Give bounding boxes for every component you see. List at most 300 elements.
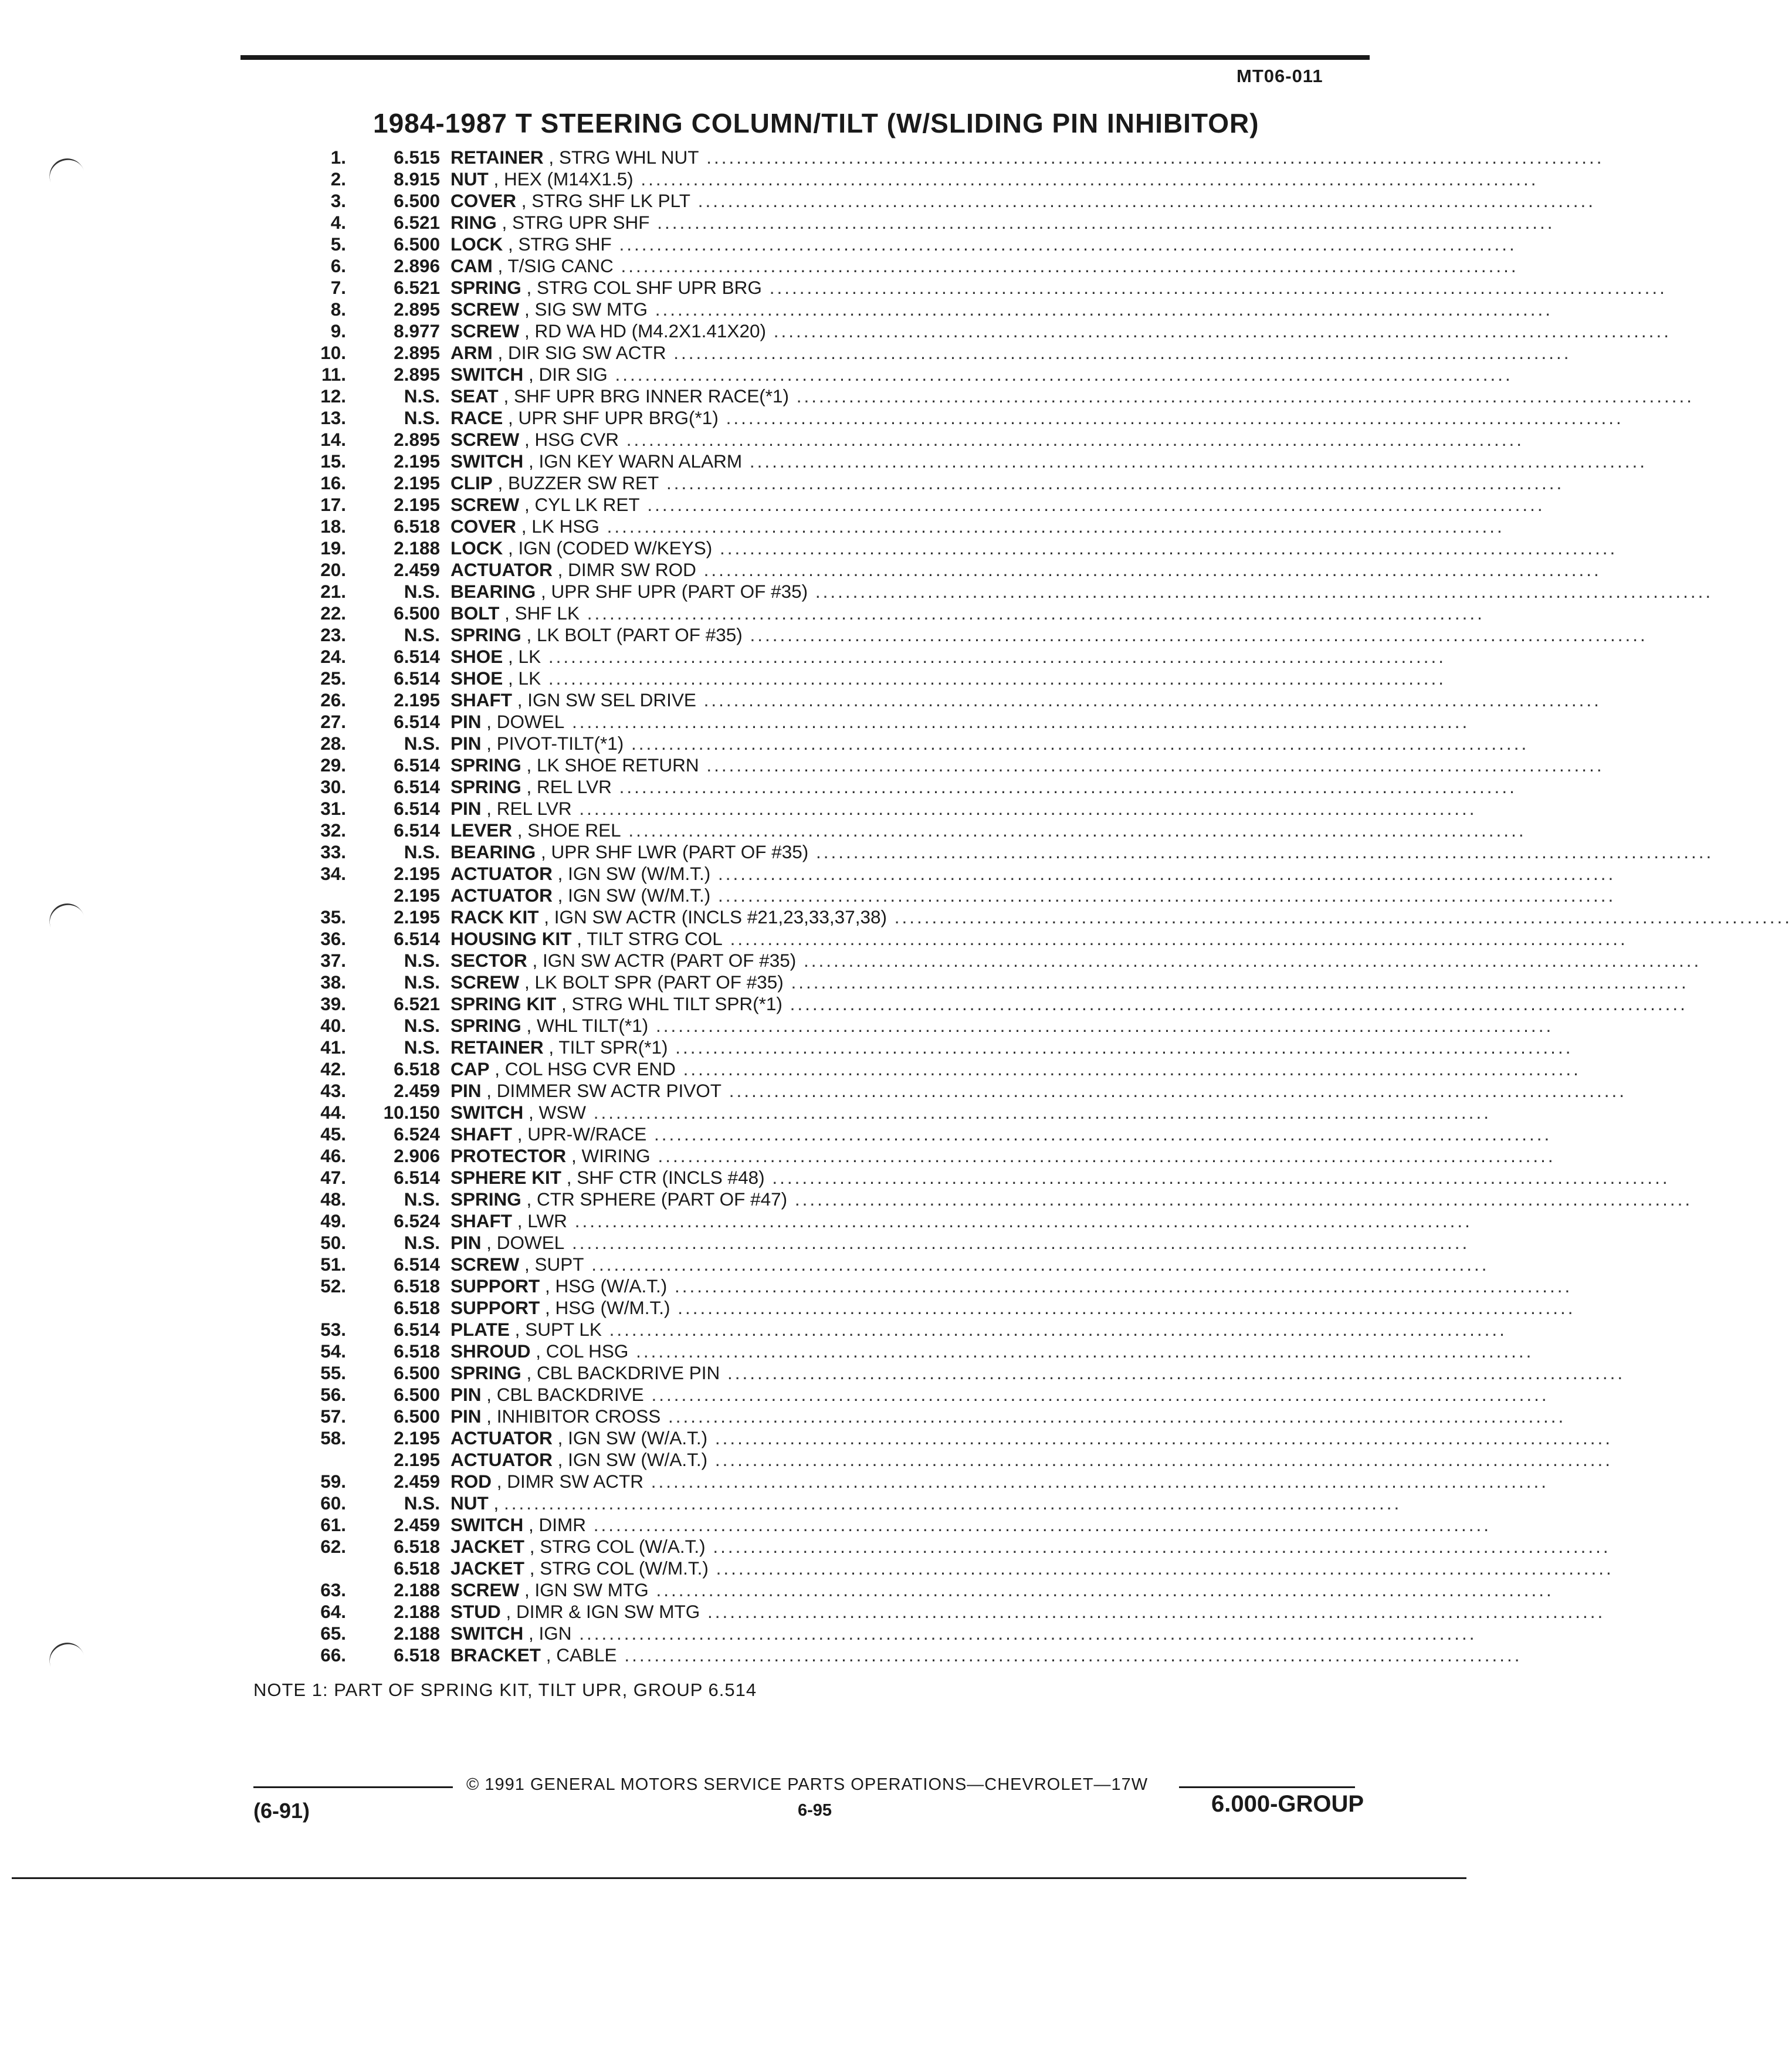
part-description bbox=[440, 733, 1529, 754]
dot-leader: ........................................................................................................................ bbox=[628, 1340, 1534, 1362]
part-number: 7. bbox=[330, 277, 346, 298]
dot-leader: ........................................................................................................................ bbox=[607, 364, 1513, 385]
part-number: 14. bbox=[320, 429, 346, 450]
part-row bbox=[287, 1471, 1549, 1492]
part-name: SHAFT bbox=[450, 689, 512, 710]
part-name: STUD bbox=[450, 1601, 501, 1622]
dot-leader: ........................................................................................................................ bbox=[646, 1123, 1552, 1145]
part-name: PLATE bbox=[450, 1319, 510, 1340]
part-number: 42. bbox=[320, 1058, 346, 1079]
part-description bbox=[440, 841, 1714, 863]
part-group-code: 6.500 bbox=[394, 1406, 440, 1427]
part-group-code: 6.521 bbox=[394, 277, 440, 298]
part-detail: DOWEL bbox=[496, 1232, 565, 1253]
part-group-code: 2.195 bbox=[394, 863, 440, 884]
part-number: 1. bbox=[330, 147, 346, 168]
part-row bbox=[287, 559, 1601, 581]
dot-leader: ........................................................................................................................ bbox=[659, 472, 1564, 493]
part-name: SPHERE KIT bbox=[450, 1167, 562, 1188]
part-detail: COL HSG bbox=[546, 1340, 629, 1362]
separator: , bbox=[481, 1384, 497, 1405]
separator: , bbox=[543, 1037, 559, 1058]
part-description bbox=[440, 364, 1513, 385]
dot-leader: ........................................................................................................................ bbox=[586, 1514, 1491, 1535]
part-name: SPRING bbox=[450, 776, 521, 797]
part-name: PIN bbox=[450, 1232, 482, 1253]
part-detail: CYL LK RET bbox=[534, 494, 640, 515]
part-group-code: N.S. bbox=[404, 1189, 440, 1210]
part-number: 16. bbox=[320, 472, 346, 493]
part-number: 44. bbox=[320, 1102, 346, 1123]
part-group-code: 2.459 bbox=[394, 1080, 440, 1101]
part-detail: INHIBITOR CROSS bbox=[496, 1406, 661, 1427]
separator: , bbox=[503, 646, 519, 667]
part-number: 53. bbox=[320, 1319, 346, 1340]
dot-leader: ........................................................................................................................ bbox=[541, 646, 1447, 667]
part-row bbox=[287, 299, 1553, 320]
separator: , bbox=[536, 841, 551, 862]
part-detail: IGN (CODED W/KEYS) bbox=[518, 537, 713, 558]
part-row bbox=[287, 906, 1792, 928]
part-group-code: 2.895 bbox=[394, 299, 440, 320]
dot-leader: ........................................................................................................................ bbox=[639, 494, 1545, 515]
part-description bbox=[440, 1579, 1554, 1601]
part-name: ACTUATOR bbox=[450, 559, 553, 580]
part-detail: UPR-W/RACE bbox=[527, 1123, 647, 1145]
part-number: 37. bbox=[320, 950, 346, 971]
part-row bbox=[287, 668, 1447, 689]
part-description bbox=[440, 1254, 1489, 1275]
part-name: PROTECTOR bbox=[450, 1145, 567, 1166]
part-row bbox=[287, 863, 1616, 885]
dot-leader: ........................................................................................................................ bbox=[621, 820, 1526, 841]
separator: , bbox=[489, 1058, 505, 1079]
part-name: RACK KIT bbox=[450, 906, 539, 927]
dot-leader: ........................................................................................................................ bbox=[541, 668, 1447, 689]
part-name: SHAFT bbox=[450, 1123, 512, 1145]
part-description bbox=[440, 1536, 1611, 1558]
part-name: PIN bbox=[450, 1406, 482, 1427]
part-detail: TILT SPR(*1) bbox=[558, 1037, 668, 1058]
part-name: ARM bbox=[450, 342, 493, 363]
part-row bbox=[287, 255, 1519, 277]
part-detail: IGN SW ACTR (INCLS #21,23,33,37,38) bbox=[554, 906, 887, 927]
part-description bbox=[440, 342, 1571, 364]
part-row bbox=[287, 841, 1714, 863]
part-group-code: 6.518 bbox=[394, 1340, 440, 1362]
part-row bbox=[287, 1319, 1507, 1340]
dot-leader: ........................................................................................................................ bbox=[571, 798, 1477, 819]
part-number: 47. bbox=[320, 1167, 346, 1188]
separator: , bbox=[500, 1601, 517, 1622]
part-name: LOCK bbox=[450, 537, 503, 558]
separator: , bbox=[524, 1536, 540, 1557]
dot-leader: ........................................................................................................................ bbox=[708, 1558, 1614, 1579]
part-group-code: 2.896 bbox=[394, 255, 440, 276]
dot-leader: ........................................................................................................................ bbox=[742, 624, 1648, 645]
part-name: SEAT bbox=[450, 385, 499, 407]
dot-leader: ........................................................................................................................ bbox=[783, 971, 1689, 993]
part-name: LOCK bbox=[450, 233, 503, 255]
part-row bbox=[287, 1406, 1566, 1427]
part-row bbox=[287, 1254, 1489, 1275]
part-number: 64. bbox=[320, 1601, 346, 1622]
binder-hole-mark bbox=[45, 899, 90, 946]
part-group-code: 10.150 bbox=[383, 1102, 440, 1123]
dot-leader: ........................................................................................................................ bbox=[721, 1080, 1627, 1101]
separator: , bbox=[521, 754, 537, 776]
part-description bbox=[440, 233, 1517, 255]
dot-leader: ........................................................................................................................ bbox=[599, 516, 1505, 537]
separator: , bbox=[561, 1167, 577, 1188]
group-label: 6.000-GROUP bbox=[1211, 1791, 1364, 1817]
dot-leader: ........................................................................................................................ bbox=[613, 255, 1519, 276]
separator: , bbox=[540, 1275, 555, 1296]
page-number: 6-95 bbox=[798, 1801, 832, 1820]
part-detail: STRG WHL NUT bbox=[558, 147, 699, 168]
part-detail: DIMMER SW ACTR PIVOT bbox=[496, 1080, 722, 1101]
part-detail: LK HSG bbox=[531, 516, 599, 537]
separator: , bbox=[503, 233, 519, 255]
part-name: BEARING bbox=[450, 581, 536, 602]
part-row bbox=[287, 1340, 1534, 1362]
part-name: SCREW bbox=[450, 1254, 520, 1275]
part-detail: IGN SW SEL DRIVE bbox=[527, 689, 696, 710]
part-name: LEVER bbox=[450, 820, 513, 841]
footer-rule-left bbox=[253, 1786, 453, 1788]
part-group-code: 6.514 bbox=[394, 1167, 440, 1188]
part-group-code: 6.514 bbox=[394, 776, 440, 797]
dot-leader: ........................................................................................................................ bbox=[564, 711, 1470, 732]
part-detail: DIR SIG bbox=[538, 364, 608, 385]
part-group-code: 2.195 bbox=[394, 494, 440, 515]
part-number: 32. bbox=[320, 820, 346, 841]
part-number: 31. bbox=[320, 798, 346, 819]
dot-leader: ........................................................................................................................ bbox=[611, 776, 1517, 797]
dot-leader: ........................................................................................................................ bbox=[690, 190, 1595, 211]
part-number: 21. bbox=[320, 581, 346, 602]
part-group-code: 6.518 bbox=[394, 1058, 440, 1079]
part-group-code: 2.459 bbox=[394, 559, 440, 580]
part-detail: UPR SHF LWR (PART OF #35) bbox=[551, 841, 809, 862]
part-group-code: 2.188 bbox=[394, 1601, 440, 1622]
dot-leader: ........................................................................................................................ bbox=[616, 1644, 1522, 1665]
dot-leader: ........................................................................................................................ bbox=[585, 1102, 1491, 1123]
part-detail: DIMR bbox=[538, 1514, 586, 1535]
dot-leader: ........................................................................................................................ bbox=[808, 581, 1713, 602]
part-name: ACTUATOR bbox=[450, 885, 553, 906]
part-name: PIN bbox=[450, 798, 482, 819]
separator: , bbox=[521, 1189, 537, 1210]
dot-leader: ........................................................................................................................ bbox=[648, 1579, 1554, 1600]
separator: , bbox=[492, 342, 509, 363]
part-group-code: 6.518 bbox=[394, 1536, 440, 1557]
dot-leader: ........................................................................................................................ bbox=[667, 1275, 1573, 1296]
bottom-rule bbox=[12, 1877, 1466, 1879]
dot-leader: ........................................................................................................................ bbox=[649, 212, 1555, 233]
dot-leader: ........................................................................................................................ bbox=[707, 1449, 1613, 1470]
dot-leader: ........................................................................................................................ bbox=[707, 1427, 1613, 1448]
separator: , bbox=[519, 971, 535, 993]
part-name: SWITCH bbox=[450, 1102, 524, 1123]
dot-leader: ........................................................................................................................ bbox=[712, 537, 1618, 558]
part-name: SWITCH bbox=[450, 1623, 524, 1644]
part-name: COVER bbox=[450, 190, 517, 211]
part-detail: STRG WHL TILT SPR(*1) bbox=[571, 993, 782, 1014]
part-description bbox=[440, 1297, 1576, 1319]
separator: , bbox=[523, 1514, 539, 1535]
part-number: 41. bbox=[320, 1037, 346, 1058]
part-number: 11. bbox=[321, 364, 346, 385]
part-name: JACKET bbox=[450, 1536, 525, 1557]
part-number: 61. bbox=[320, 1514, 346, 1535]
separator: , bbox=[524, 1558, 540, 1579]
part-description bbox=[440, 1384, 1549, 1406]
part-name: RACE bbox=[450, 407, 503, 428]
part-detail: LK SHOE RETURN bbox=[537, 754, 699, 776]
part-row bbox=[287, 733, 1529, 754]
part-description bbox=[440, 906, 1792, 928]
part-number: 51. bbox=[320, 1254, 346, 1275]
part-detail: SUPT LK bbox=[525, 1319, 602, 1340]
separator: , bbox=[512, 820, 528, 841]
separator: , bbox=[523, 1102, 539, 1123]
part-row bbox=[287, 1644, 1522, 1666]
separator: , bbox=[488, 168, 504, 189]
separator: , bbox=[509, 1319, 526, 1340]
part-name: SWITCH bbox=[450, 451, 524, 472]
separator: , bbox=[488, 1492, 504, 1514]
dot-leader: ........................................................................................................................ bbox=[705, 1536, 1611, 1557]
part-number: 28. bbox=[320, 733, 346, 754]
part-name: SPRING bbox=[450, 754, 521, 776]
part-row bbox=[287, 1297, 1576, 1319]
part-row bbox=[287, 320, 1671, 342]
part-row bbox=[287, 885, 1616, 906]
part-name: SUPPORT bbox=[450, 1297, 540, 1318]
part-row bbox=[287, 602, 1485, 624]
dot-leader: ........................................................................................................................ bbox=[796, 950, 1702, 971]
part-name: SHOE bbox=[450, 668, 503, 689]
part-row bbox=[287, 1058, 1581, 1080]
part-group-code: N.S. bbox=[404, 733, 440, 754]
part-row bbox=[287, 711, 1470, 733]
part-description bbox=[440, 711, 1470, 733]
part-detail: IGN SW (W/A.T.) bbox=[568, 1449, 708, 1470]
part-name: SPRING bbox=[450, 624, 521, 645]
part-row bbox=[287, 147, 1604, 168]
part-number: 9. bbox=[330, 320, 346, 341]
part-group-code: N.S. bbox=[404, 841, 440, 862]
part-number: 8. bbox=[330, 299, 346, 320]
part-number: 6. bbox=[330, 255, 346, 276]
part-row bbox=[287, 1102, 1491, 1123]
part-description bbox=[440, 429, 1525, 451]
part-group-code: 2.188 bbox=[394, 537, 440, 558]
part-row bbox=[287, 407, 1624, 429]
part-description bbox=[440, 776, 1517, 798]
dot-leader: ........................................................................................................................ bbox=[696, 559, 1601, 580]
part-group-code: 2.195 bbox=[394, 689, 440, 710]
part-detail: CBL BACKDRIVE PIN bbox=[537, 1362, 720, 1383]
part-description bbox=[440, 1449, 1613, 1471]
separator: , bbox=[538, 906, 554, 927]
part-row bbox=[287, 516, 1505, 537]
revision-date: (6-91) bbox=[253, 1799, 310, 1823]
part-detail: SHF UPR BRG INNER RACE(*1) bbox=[513, 385, 790, 407]
part-row bbox=[287, 1623, 1477, 1644]
part-group-code: 6.514 bbox=[394, 711, 440, 732]
part-row bbox=[287, 971, 1689, 993]
part-description bbox=[440, 668, 1447, 689]
part-row bbox=[287, 1558, 1614, 1579]
separator: , bbox=[521, 277, 537, 298]
part-row bbox=[287, 1189, 1693, 1210]
part-description bbox=[440, 255, 1519, 277]
part-group-code: 6.524 bbox=[394, 1123, 440, 1145]
separator: , bbox=[519, 299, 535, 320]
part-name: ACTUATOR bbox=[450, 1449, 553, 1470]
dot-leader: ........................................................................................................................ bbox=[643, 1384, 1549, 1405]
part-group-code: 6.518 bbox=[394, 1644, 440, 1665]
part-name: ACTUATOR bbox=[450, 863, 553, 884]
part-detail: LK BOLT SPR (PART OF #35) bbox=[534, 971, 784, 993]
part-group-code: N.S. bbox=[404, 407, 440, 428]
part-detail: IGN SW MTG bbox=[534, 1579, 649, 1600]
dot-leader: ........................................................................................................................ bbox=[789, 385, 1694, 407]
part-number: 4. bbox=[330, 212, 346, 233]
part-description bbox=[440, 1058, 1581, 1080]
dot-leader: ........................................................................................................................ bbox=[696, 689, 1601, 710]
part-number: 52. bbox=[320, 1275, 346, 1296]
part-group-code: N.S. bbox=[404, 971, 440, 993]
part-row bbox=[287, 1167, 1670, 1189]
part-detail: DIMR SW ROD bbox=[568, 559, 696, 580]
part-name: BRACKET bbox=[450, 1644, 541, 1665]
part-number: 46. bbox=[320, 1145, 346, 1166]
separator: , bbox=[521, 776, 537, 797]
part-row bbox=[287, 1232, 1470, 1254]
part-detail: CBL BACKDRIVE bbox=[496, 1384, 644, 1405]
part-detail: SIG SW MTG bbox=[534, 299, 648, 320]
part-name: NUT bbox=[450, 168, 489, 189]
dot-leader: ........................................................................................................................ bbox=[787, 1189, 1693, 1210]
part-number: 34. bbox=[320, 863, 346, 884]
separator: , bbox=[516, 516, 532, 537]
part-group-code: 6.515 bbox=[394, 147, 440, 168]
part-row bbox=[287, 1579, 1554, 1601]
separator: , bbox=[519, 1579, 535, 1600]
part-group-code: N.S. bbox=[404, 385, 440, 407]
separator: , bbox=[512, 1210, 528, 1231]
part-name: SCREW bbox=[450, 971, 520, 993]
part-name: JACKET bbox=[450, 1558, 525, 1579]
part-group-code: 2.188 bbox=[394, 1623, 440, 1644]
separator: , bbox=[492, 472, 509, 493]
part-description bbox=[440, 320, 1671, 342]
separator: , bbox=[503, 537, 519, 558]
separator: , bbox=[481, 711, 497, 732]
part-group-code: 6.514 bbox=[394, 646, 440, 667]
part-group-code: 2.195 bbox=[394, 472, 440, 493]
document-code: MT06-011 bbox=[1237, 66, 1323, 86]
dot-leader: ........................................................................................................................ bbox=[624, 733, 1529, 754]
part-description bbox=[440, 581, 1713, 602]
separator: , bbox=[519, 1254, 535, 1275]
part-description bbox=[440, 168, 1539, 190]
part-name: SPRING bbox=[450, 1015, 521, 1036]
part-group-code: 6.514 bbox=[394, 668, 440, 689]
part-name: CLIP bbox=[450, 472, 493, 493]
part-row bbox=[287, 494, 1545, 516]
part-description bbox=[440, 537, 1618, 559]
part-detail: CABLE bbox=[556, 1644, 617, 1665]
part-description bbox=[440, 494, 1545, 516]
part-detail: HSG CVR bbox=[534, 429, 619, 450]
part-description bbox=[440, 385, 1694, 407]
part-description bbox=[440, 277, 1667, 299]
separator: , bbox=[552, 863, 568, 884]
page-title: 1984-1987 T STEERING COLUMN/TILT (W/SLIDING PIN INHIBITOR) bbox=[373, 108, 1259, 138]
dot-leader: ........................................................................................................................ bbox=[579, 602, 1485, 624]
part-number: 22. bbox=[320, 602, 346, 624]
separator: , bbox=[503, 668, 519, 689]
dot-leader: ........................................................................................................................ bbox=[670, 1297, 1576, 1318]
separator: , bbox=[541, 1644, 557, 1665]
separator: , bbox=[536, 581, 551, 602]
part-name: RETAINER bbox=[450, 147, 544, 168]
part-description bbox=[440, 1644, 1522, 1666]
dot-leader: ........................................................................................................................ bbox=[722, 928, 1628, 949]
part-description bbox=[440, 928, 1628, 950]
part-name: NUT bbox=[450, 1492, 489, 1514]
part-description bbox=[440, 1406, 1566, 1427]
dot-leader: ........................................................................................................................ bbox=[700, 1601, 1605, 1622]
binder-hole-mark bbox=[45, 154, 90, 201]
separator: , bbox=[552, 559, 568, 580]
separator: , bbox=[492, 1471, 507, 1492]
part-description bbox=[440, 1275, 1573, 1297]
part-name: SUPPORT bbox=[450, 1275, 540, 1296]
separator: , bbox=[521, 1015, 537, 1036]
separator: , bbox=[530, 1340, 546, 1362]
part-name: COVER bbox=[450, 516, 517, 537]
dot-leader: ........................................................................................................................ bbox=[710, 885, 1616, 906]
dot-leader: ........................................................................................................................ bbox=[660, 1406, 1566, 1427]
part-number: 38. bbox=[320, 971, 346, 993]
part-description bbox=[440, 1102, 1491, 1123]
part-detail: WHL TILT(*1) bbox=[537, 1015, 649, 1036]
part-number: 18. bbox=[320, 516, 346, 537]
part-group-code: 6.524 bbox=[394, 1210, 440, 1231]
part-row bbox=[287, 928, 1628, 950]
part-name: SHROUD bbox=[450, 1340, 531, 1362]
separator: , bbox=[523, 451, 539, 472]
dot-leader: ........................................................................................................................ bbox=[648, 1015, 1554, 1036]
part-description bbox=[440, 950, 1702, 971]
part-detail: STRG SHF bbox=[518, 233, 612, 255]
part-detail: COL HSG CVR END bbox=[504, 1058, 676, 1079]
separator: , bbox=[481, 733, 497, 754]
part-row bbox=[287, 1427, 1613, 1449]
part-number: 60. bbox=[320, 1492, 346, 1514]
part-description bbox=[440, 451, 1648, 472]
separator: , bbox=[481, 1232, 497, 1253]
part-row bbox=[287, 1362, 1625, 1384]
part-description bbox=[440, 624, 1648, 646]
part-detail: IGN bbox=[538, 1623, 572, 1644]
part-group-code: N.S. bbox=[404, 1037, 440, 1058]
